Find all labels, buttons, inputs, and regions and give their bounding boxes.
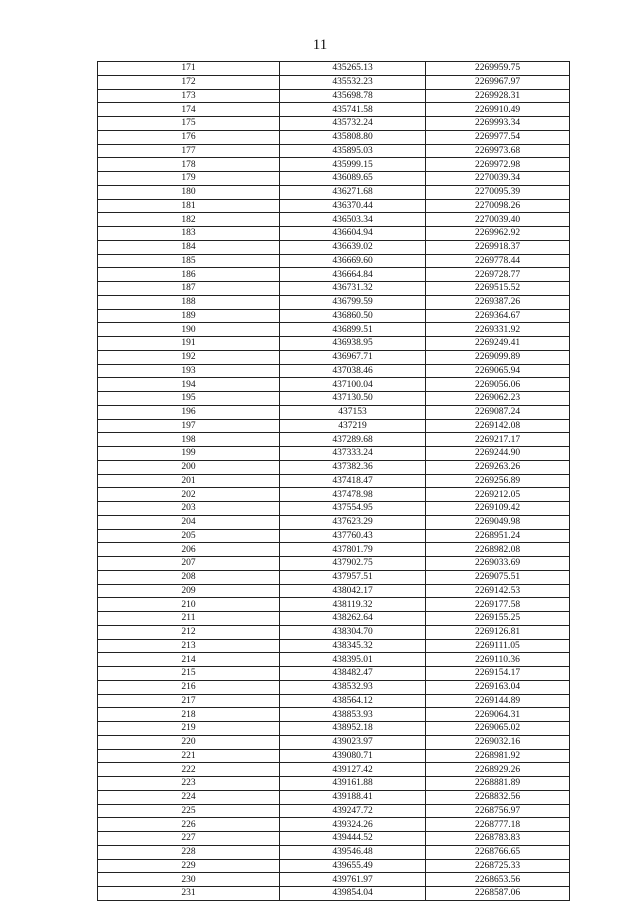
table-row [98, 309, 570, 323]
point-number-cell: 216 [98, 680, 280, 694]
x-coordinate-cell: 435732.24 [280, 117, 426, 131]
table-row [98, 777, 570, 791]
table-row [98, 295, 570, 309]
table-row [98, 859, 570, 873]
table-row [98, 557, 570, 571]
x-coordinate-cell: 438395.01 [280, 653, 426, 667]
point-number-cell: 184 [98, 240, 280, 254]
y-coordinate-cell: 2269928.31 [426, 89, 570, 103]
y-coordinate-cell: 2268951.24 [426, 529, 570, 543]
table-row [98, 158, 570, 172]
x-coordinate-cell: 438482.47 [280, 667, 426, 681]
table-row [98, 680, 570, 694]
y-coordinate-cell: 2269064.31 [426, 708, 570, 722]
y-coordinate-cell: 2268982.08 [426, 543, 570, 557]
table-row [98, 832, 570, 846]
point-number-cell: 210 [98, 598, 280, 612]
point-number-cell: 211 [98, 612, 280, 626]
x-coordinate-cell: 438304.70 [280, 625, 426, 639]
table-row [98, 75, 570, 89]
point-number-cell: 186 [98, 268, 280, 282]
y-coordinate-cell: 2269959.75 [426, 62, 570, 76]
y-coordinate-cell: 2268881.89 [426, 777, 570, 791]
y-coordinate-cell: 2269075.51 [426, 570, 570, 584]
point-number-cell: 185 [98, 254, 280, 268]
y-coordinate-cell: 2269099.89 [426, 350, 570, 364]
x-coordinate-cell: 439161.88 [280, 777, 426, 791]
y-coordinate-cell: 2269217.17 [426, 433, 570, 447]
table-row [98, 185, 570, 199]
table-row [98, 282, 570, 296]
table-row [98, 639, 570, 653]
x-coordinate-cell: 439444.52 [280, 832, 426, 846]
coordinates-table-body [98, 62, 570, 901]
point-number-cell: 227 [98, 832, 280, 846]
y-coordinate-cell: 2269155.25 [426, 612, 570, 626]
x-coordinate-cell: 436604.94 [280, 227, 426, 241]
point-number-cell: 231 [98, 887, 280, 901]
point-number-cell: 196 [98, 405, 280, 419]
y-coordinate-cell: 2269142.08 [426, 419, 570, 433]
x-coordinate-cell: 437623.29 [280, 515, 426, 529]
x-coordinate-cell: 438532.93 [280, 680, 426, 694]
point-number-cell: 218 [98, 708, 280, 722]
y-coordinate-cell: 2269111.05 [426, 639, 570, 653]
y-coordinate-cell: 2269142.53 [426, 584, 570, 598]
point-number-cell: 189 [98, 309, 280, 323]
y-coordinate-cell: 2268587.06 [426, 887, 570, 901]
x-coordinate-cell: 437130.50 [280, 392, 426, 406]
x-coordinate-cell: 439188.41 [280, 790, 426, 804]
y-coordinate-cell: 2269110.36 [426, 653, 570, 667]
x-coordinate-cell: 437153 [280, 405, 426, 419]
y-coordinate-cell: 2269177.58 [426, 598, 570, 612]
point-number-cell: 230 [98, 873, 280, 887]
point-number-cell: 183 [98, 227, 280, 241]
point-number-cell: 204 [98, 515, 280, 529]
x-coordinate-cell: 439546.48 [280, 845, 426, 859]
point-number-cell: 193 [98, 364, 280, 378]
y-coordinate-cell: 2269154.17 [426, 667, 570, 681]
table-row [98, 364, 570, 378]
point-number-cell: 207 [98, 557, 280, 571]
y-coordinate-cell: 2269144.89 [426, 694, 570, 708]
point-number-cell: 180 [98, 185, 280, 199]
y-coordinate-cell: 2269249.41 [426, 337, 570, 351]
point-number-cell: 198 [98, 433, 280, 447]
point-number-cell: 203 [98, 502, 280, 516]
y-coordinate-cell: 2270095.39 [426, 185, 570, 199]
point-number-cell: 222 [98, 763, 280, 777]
x-coordinate-cell: 437478.98 [280, 488, 426, 502]
point-number-cell: 195 [98, 392, 280, 406]
y-coordinate-cell: 2269109.42 [426, 502, 570, 516]
table-row [98, 708, 570, 722]
table-row [98, 240, 570, 254]
point-number-cell: 194 [98, 378, 280, 392]
x-coordinate-cell: 439655.49 [280, 859, 426, 873]
x-coordinate-cell: 438853.93 [280, 708, 426, 722]
table-row [98, 350, 570, 364]
table-row [98, 103, 570, 117]
point-number-cell: 221 [98, 749, 280, 763]
x-coordinate-cell: 437333.24 [280, 447, 426, 461]
y-coordinate-cell: 2268725.33 [426, 859, 570, 873]
table-row [98, 268, 570, 282]
y-coordinate-cell: 2269065.94 [426, 364, 570, 378]
y-coordinate-cell: 2269387.26 [426, 295, 570, 309]
x-coordinate-cell: 439247.72 [280, 804, 426, 818]
x-coordinate-cell: 435895.03 [280, 144, 426, 158]
x-coordinate-cell: 437219 [280, 419, 426, 433]
y-coordinate-cell: 2269212.05 [426, 488, 570, 502]
table-row [98, 598, 570, 612]
point-number-cell: 220 [98, 735, 280, 749]
y-coordinate-cell: 2269973.68 [426, 144, 570, 158]
x-coordinate-cell: 435532.23 [280, 75, 426, 89]
table-row [98, 515, 570, 529]
table-row [98, 447, 570, 461]
x-coordinate-cell: 439854.04 [280, 887, 426, 901]
point-number-cell: 190 [98, 323, 280, 337]
y-coordinate-cell: 2269910.49 [426, 103, 570, 117]
point-number-cell: 225 [98, 804, 280, 818]
table-row [98, 612, 570, 626]
table-row [98, 405, 570, 419]
point-number-cell: 199 [98, 447, 280, 461]
point-number-cell: 209 [98, 584, 280, 598]
table-row [98, 625, 570, 639]
table-row [98, 543, 570, 557]
y-coordinate-cell: 2269062.23 [426, 392, 570, 406]
y-coordinate-cell: 2269962.92 [426, 227, 570, 241]
table-row [98, 433, 570, 447]
point-number-cell: 200 [98, 460, 280, 474]
table-row [98, 873, 570, 887]
point-number-cell: 175 [98, 117, 280, 131]
x-coordinate-cell: 435698.78 [280, 89, 426, 103]
x-coordinate-cell: 435265.13 [280, 62, 426, 76]
x-coordinate-cell: 437902.75 [280, 557, 426, 571]
point-number-cell: 179 [98, 172, 280, 186]
point-number-cell: 224 [98, 790, 280, 804]
x-coordinate-cell: 437554.95 [280, 502, 426, 516]
table-row [98, 735, 570, 749]
point-number-cell: 208 [98, 570, 280, 584]
point-number-cell: 214 [98, 653, 280, 667]
table-row [98, 502, 570, 516]
table-row [98, 378, 570, 392]
point-number-cell: 192 [98, 350, 280, 364]
x-coordinate-cell: 436370.44 [280, 199, 426, 213]
coordinates-table [97, 61, 570, 901]
x-coordinate-cell: 439080.71 [280, 749, 426, 763]
y-coordinate-cell: 2269163.04 [426, 680, 570, 694]
y-coordinate-cell: 2269065.02 [426, 722, 570, 736]
y-coordinate-cell: 2269126.81 [426, 625, 570, 639]
y-coordinate-cell: 2269515.52 [426, 282, 570, 296]
point-number-cell: 171 [98, 62, 280, 76]
x-coordinate-cell: 435741.58 [280, 103, 426, 117]
table-row [98, 172, 570, 186]
point-number-cell: 226 [98, 818, 280, 832]
y-coordinate-cell: 2269728.77 [426, 268, 570, 282]
point-number-cell: 202 [98, 488, 280, 502]
y-coordinate-cell: 2269049.98 [426, 515, 570, 529]
y-coordinate-cell: 2268777.18 [426, 818, 570, 832]
y-coordinate-cell: 2268929.26 [426, 763, 570, 777]
table-row [98, 845, 570, 859]
table-row [98, 887, 570, 901]
x-coordinate-cell: 437289.68 [280, 433, 426, 447]
point-number-cell: 206 [98, 543, 280, 557]
y-coordinate-cell: 2268766.65 [426, 845, 570, 859]
y-coordinate-cell: 2270039.34 [426, 172, 570, 186]
y-coordinate-cell: 2268653.56 [426, 873, 570, 887]
x-coordinate-cell: 436938.95 [280, 337, 426, 351]
point-number-cell: 201 [98, 474, 280, 488]
y-coordinate-cell: 2269778.44 [426, 254, 570, 268]
point-number-cell: 229 [98, 859, 280, 873]
y-coordinate-cell: 2269056.06 [426, 378, 570, 392]
table-row [98, 213, 570, 227]
y-coordinate-cell: 2270039.40 [426, 213, 570, 227]
x-coordinate-cell: 436860.50 [280, 309, 426, 323]
point-number-cell: 228 [98, 845, 280, 859]
x-coordinate-cell: 436271.68 [280, 185, 426, 199]
table-row [98, 460, 570, 474]
point-number-cell: 177 [98, 144, 280, 158]
x-coordinate-cell: 438262.64 [280, 612, 426, 626]
x-coordinate-cell: 439324.26 [280, 818, 426, 832]
point-number-cell: 187 [98, 282, 280, 296]
point-number-cell: 217 [98, 694, 280, 708]
point-number-cell: 176 [98, 130, 280, 144]
x-coordinate-cell: 436731.32 [280, 282, 426, 296]
table-row [98, 227, 570, 241]
y-coordinate-cell: 2269977.54 [426, 130, 570, 144]
y-coordinate-cell: 2269972.98 [426, 158, 570, 172]
x-coordinate-cell: 439127.42 [280, 763, 426, 777]
y-coordinate-cell: 2268981.92 [426, 749, 570, 763]
x-coordinate-cell: 437382.36 [280, 460, 426, 474]
y-coordinate-cell: 2270098.26 [426, 199, 570, 213]
point-number-cell: 188 [98, 295, 280, 309]
y-coordinate-cell: 2269364.67 [426, 309, 570, 323]
x-coordinate-cell: 437801.79 [280, 543, 426, 557]
table-row [98, 488, 570, 502]
y-coordinate-cell: 2269331.92 [426, 323, 570, 337]
table-row [98, 474, 570, 488]
point-number-cell: 213 [98, 639, 280, 653]
table-row [98, 62, 570, 76]
table-row [98, 749, 570, 763]
table-row [98, 722, 570, 736]
x-coordinate-cell: 437760.43 [280, 529, 426, 543]
y-coordinate-cell: 2269263.26 [426, 460, 570, 474]
point-number-cell: 191 [98, 337, 280, 351]
y-coordinate-cell: 2269033.69 [426, 557, 570, 571]
x-coordinate-cell: 439023.97 [280, 735, 426, 749]
x-coordinate-cell: 437038.46 [280, 364, 426, 378]
table-row [98, 570, 570, 584]
point-number-cell: 205 [98, 529, 280, 543]
x-coordinate-cell: 439761.97 [280, 873, 426, 887]
x-coordinate-cell: 435999.15 [280, 158, 426, 172]
table-row [98, 117, 570, 131]
x-coordinate-cell: 438564.12 [280, 694, 426, 708]
y-coordinate-cell: 2268832.56 [426, 790, 570, 804]
point-number-cell: 182 [98, 213, 280, 227]
x-coordinate-cell: 437957.51 [280, 570, 426, 584]
point-number-cell: 219 [98, 722, 280, 736]
table-row [98, 818, 570, 832]
x-coordinate-cell: 436899.51 [280, 323, 426, 337]
table-row [98, 199, 570, 213]
x-coordinate-cell: 436503.34 [280, 213, 426, 227]
table-row [98, 790, 570, 804]
y-coordinate-cell: 2269244.90 [426, 447, 570, 461]
x-coordinate-cell: 438042.17 [280, 584, 426, 598]
y-coordinate-cell: 2269032.16 [426, 735, 570, 749]
x-coordinate-cell: 437418.47 [280, 474, 426, 488]
table-row [98, 529, 570, 543]
table-row [98, 667, 570, 681]
table-row [98, 694, 570, 708]
y-coordinate-cell: 2269087.24 [426, 405, 570, 419]
x-coordinate-cell: 436669.60 [280, 254, 426, 268]
y-coordinate-cell: 2268783.83 [426, 832, 570, 846]
y-coordinate-cell: 2269993.34 [426, 117, 570, 131]
table-row [98, 584, 570, 598]
x-coordinate-cell: 436967.71 [280, 350, 426, 364]
table-row [98, 144, 570, 158]
x-coordinate-cell: 436799.59 [280, 295, 426, 309]
table-row [98, 89, 570, 103]
table-row [98, 130, 570, 144]
x-coordinate-cell: 436639.02 [280, 240, 426, 254]
table-row [98, 653, 570, 667]
table-row [98, 763, 570, 777]
x-coordinate-cell: 438345.32 [280, 639, 426, 653]
page-number: 11 [312, 37, 328, 53]
point-number-cell: 212 [98, 625, 280, 639]
table-row [98, 804, 570, 818]
y-coordinate-cell: 2268756.97 [426, 804, 570, 818]
point-number-cell: 172 [98, 75, 280, 89]
table-row [98, 392, 570, 406]
point-number-cell: 223 [98, 777, 280, 791]
point-number-cell: 197 [98, 419, 280, 433]
table-row [98, 337, 570, 351]
x-coordinate-cell: 436089.65 [280, 172, 426, 186]
table-row [98, 323, 570, 337]
point-number-cell: 181 [98, 199, 280, 213]
point-number-cell: 178 [98, 158, 280, 172]
y-coordinate-cell: 2269967.97 [426, 75, 570, 89]
point-number-cell: 174 [98, 103, 280, 117]
y-coordinate-cell: 2269256.89 [426, 474, 570, 488]
x-coordinate-cell: 438952.18 [280, 722, 426, 736]
x-coordinate-cell: 437100.04 [280, 378, 426, 392]
x-coordinate-cell: 435808.80 [280, 130, 426, 144]
point-number-cell: 215 [98, 667, 280, 681]
point-number-cell: 173 [98, 89, 280, 103]
y-coordinate-cell: 2269918.37 [426, 240, 570, 254]
table-row [98, 254, 570, 268]
table-row [98, 419, 570, 433]
x-coordinate-cell: 438119.32 [280, 598, 426, 612]
x-coordinate-cell: 436664.84 [280, 268, 426, 282]
